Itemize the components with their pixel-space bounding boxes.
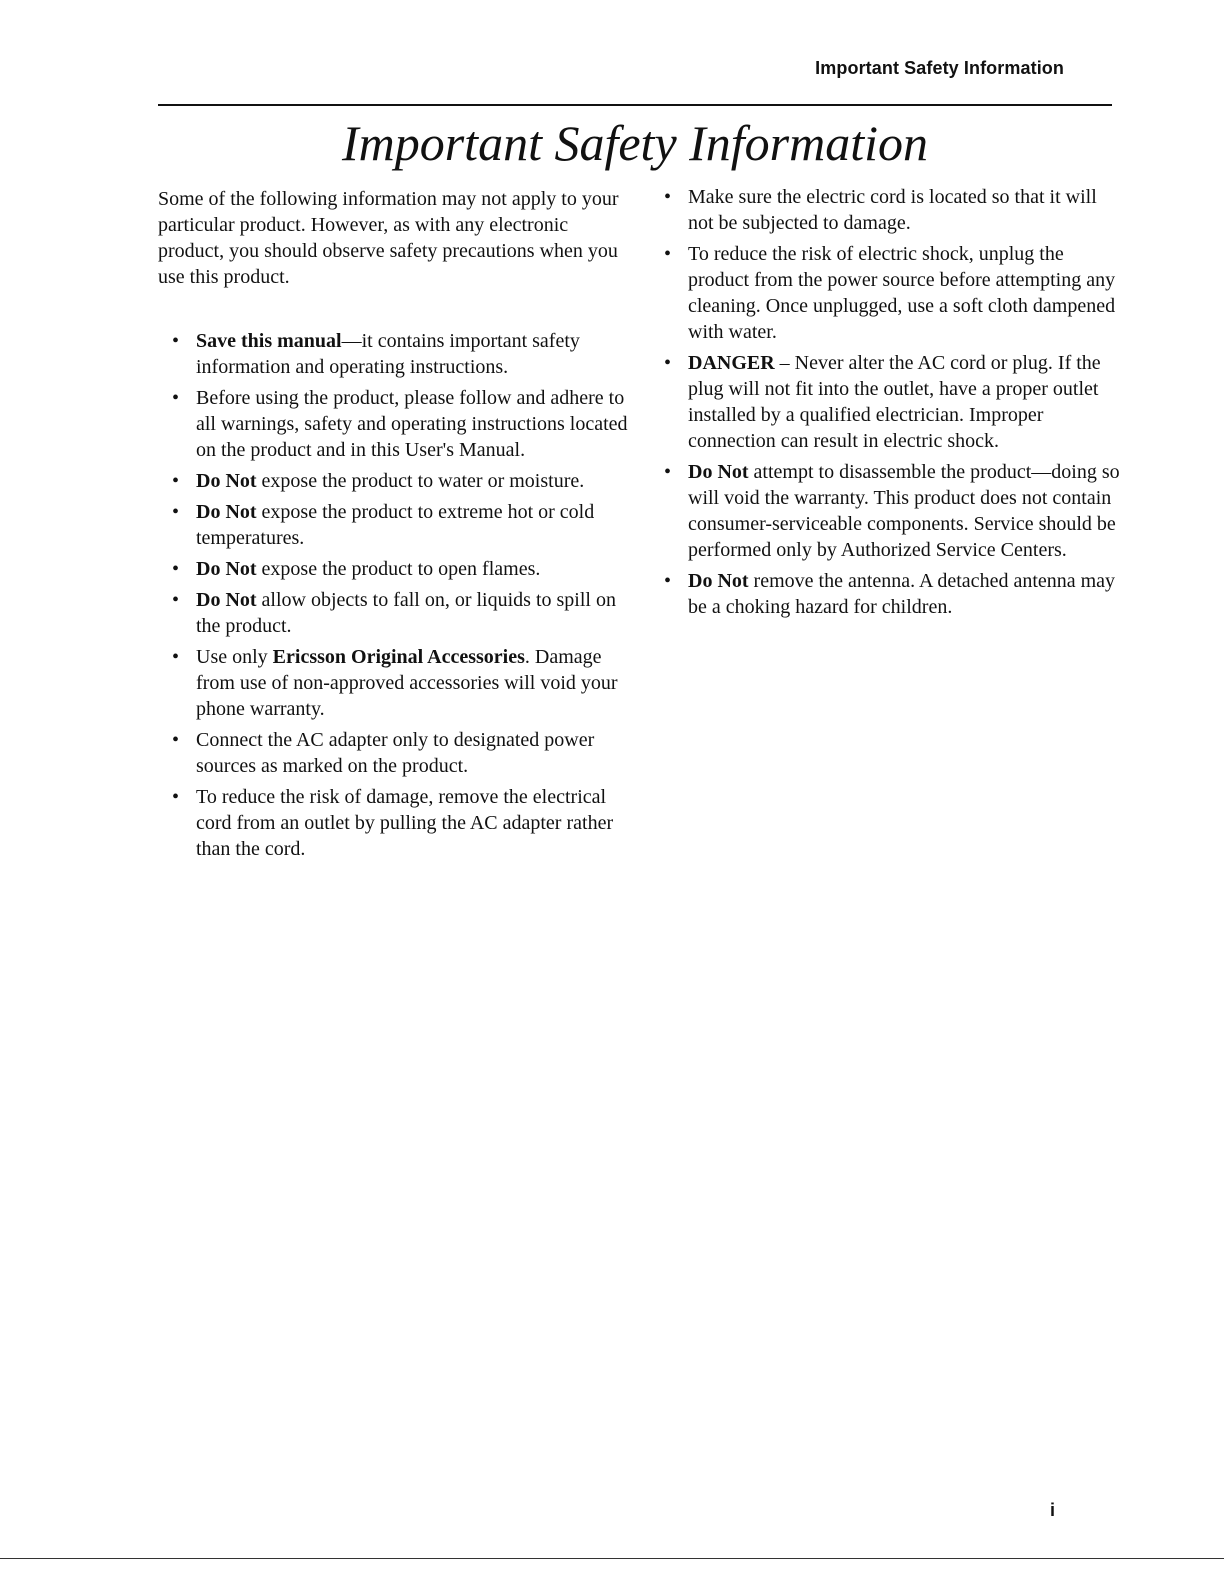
item-text: expose the product to water or moisture. — [256, 470, 585, 492]
bottom-rule — [0, 1558, 1224, 1559]
list-item — [664, 568, 1120, 620]
bullet-icon: • — [172, 589, 180, 611]
page-number: i — [1050, 1500, 1056, 1520]
item-emphasis: Do Not — [196, 470, 257, 492]
list-item — [664, 459, 1120, 563]
list-item — [172, 385, 628, 463]
page-title: Important Safety Information — [341, 115, 929, 171]
item-text: allow objects to fall on, or liquids to spill on the product. — [196, 589, 616, 637]
bullet-icon: • — [664, 352, 672, 374]
item-emphasis: Do Not — [196, 589, 257, 611]
item-text: —it contains important safety information and operating instructions. — [196, 330, 580, 378]
bullet-icon: • — [172, 330, 180, 352]
item-text: . Damage from use of non-approved accessories will void your phone warranty. — [196, 646, 618, 720]
item-text: To reduce the risk of damage, remove the electrical cord from an outlet by pulling the AC adapter rather than the cord. — [196, 786, 614, 860]
bullet-icon: • — [172, 786, 180, 808]
item-text: – Never alter the AC cord or plug. If the plug will not fit into the outlet, have a proper outlet installed by a qualified electrician. Improper connection can result in electric shock. — [688, 352, 1101, 452]
left-column — [158, 186, 628, 867]
bullet-icon: • — [664, 186, 672, 208]
item-text: To reduce the risk of electric shock, unplug the product from the power source before attempting any cleaning. Once unplugged, use a soft cloth dampened with water. — [688, 243, 1116, 343]
list-item — [172, 468, 628, 494]
list-item — [172, 644, 628, 722]
list-item — [172, 328, 628, 380]
left-bullet-list — [158, 328, 628, 862]
list-item — [664, 184, 1120, 236]
list-item — [172, 784, 628, 862]
right-column — [664, 184, 1120, 625]
bullet-icon: • — [172, 470, 180, 492]
item-emphasis: Do Not — [688, 461, 749, 483]
item-text: attempt to disassemble the product—doing so will void the warranty. This product does not contain consumer-serviceable components. Service should be performed only by Authorized Service Centers. — [688, 461, 1120, 561]
bullet-icon: • — [172, 646, 180, 668]
bullet-icon: • — [172, 501, 180, 523]
header-rule — [158, 104, 1112, 106]
item-emphasis: Do Not — [196, 501, 257, 523]
bullet-icon: • — [172, 729, 180, 751]
list-item — [172, 727, 628, 779]
right-bullet-list — [664, 184, 1120, 620]
list-item — [172, 499, 628, 551]
list-item — [172, 587, 628, 639]
intro-paragraph: Some of the following information may not apply to your particular product. However, as with any electronic product, you should observe safety precautions when you use this product. — [158, 188, 619, 288]
bullet-icon: • — [664, 461, 672, 483]
bullet-icon: • — [664, 243, 672, 265]
list-item — [664, 241, 1120, 345]
list-item — [172, 556, 628, 582]
item-prefix: Use only — [196, 646, 273, 668]
bullet-icon: • — [172, 387, 180, 409]
item-emphasis: Save this manual — [196, 330, 342, 352]
item-text: Make sure the electric cord is located so that it will not be subjected to damage. — [688, 186, 1097, 234]
running-header: Important Safety Information — [815, 58, 1064, 78]
list-item — [664, 350, 1120, 454]
item-text: expose the product to extreme hot or cold temperatures. — [196, 501, 595, 549]
item-text: remove the antenna. A detached antenna may be a choking hazard for children. — [688, 570, 1116, 618]
item-emphasis: Do Not — [196, 558, 257, 580]
item-emphasis: Do Not — [688, 570, 749, 592]
item-text: expose the product to open flames. — [256, 558, 541, 580]
item-emphasis: Ericsson Original Accessories — [272, 646, 525, 668]
item-emphasis: DANGER — [688, 352, 775, 374]
item-text: Connect the AC adapter only to designated power sources as marked on the product. — [196, 729, 595, 777]
bullet-icon: • — [172, 558, 180, 580]
item-text: Before using the product, please follow and adhere to all warnings, safety and operating instructions located on the product and in this User's Manual. — [196, 387, 628, 461]
bullet-icon: • — [664, 570, 672, 592]
